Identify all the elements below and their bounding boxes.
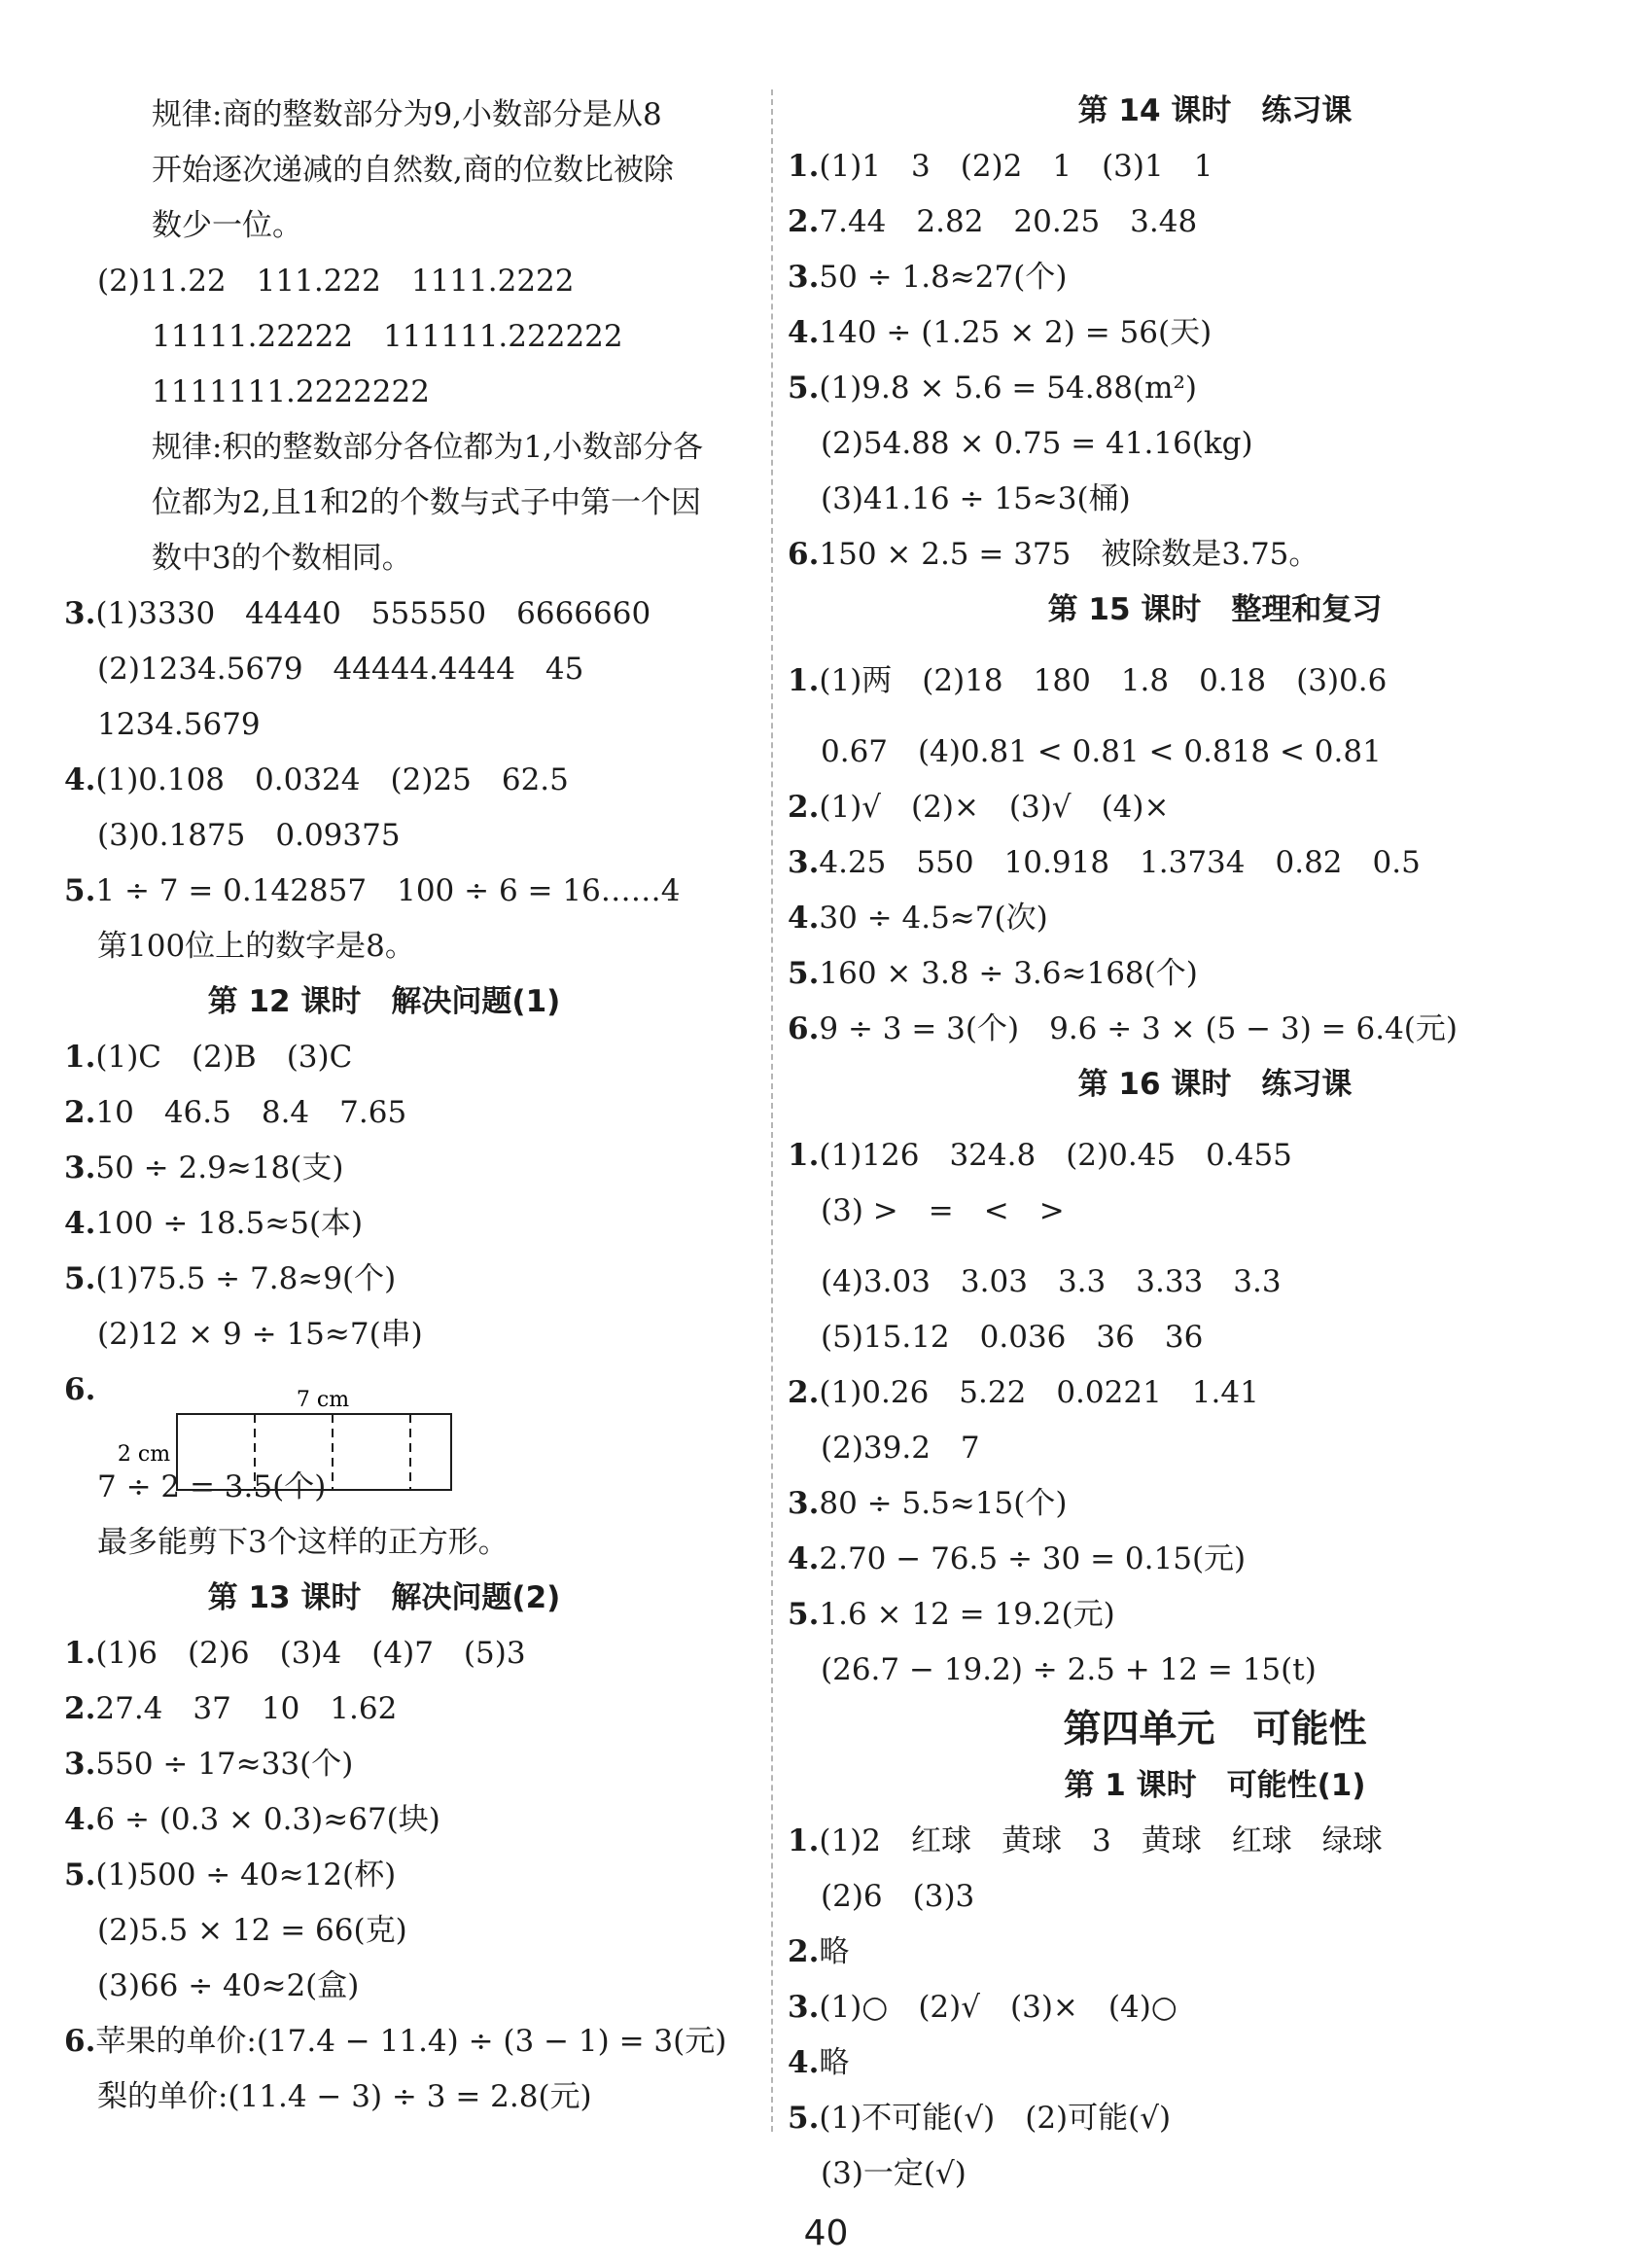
answer-text: 10 46.5 8.4 7.65 <box>95 1095 407 1130</box>
answer-line <box>64 2014 726 2069</box>
answer-line <box>64 1737 353 1791</box>
answer-text: (3)41.16 ÷ 15≈3(桶) <box>821 481 1131 516</box>
lesson-heading: 第 1 课时 可能性(1) <box>1064 1768 1366 1803</box>
item-number: 6. <box>64 2024 96 2059</box>
answer-line <box>97 697 261 752</box>
answer-text: 数中3的个数相同。 <box>152 541 412 576</box>
item-number: 6. <box>788 1011 820 1046</box>
answer-text: 9 ÷ 3 = 3(个) 9.6 ÷ 3 × (5 − 3) = 6.4(元) <box>819 1011 1458 1046</box>
answer-line <box>97 254 575 308</box>
item-number: 3. <box>64 1747 96 1782</box>
answer-line <box>821 1310 1203 1364</box>
answer-line <box>64 1030 352 1084</box>
answer-text: (3)66 ÷ 40≈2(盒) <box>97 1968 360 2003</box>
item-number: 3. <box>788 845 820 880</box>
item-number: 4. <box>788 901 820 936</box>
answer-text: 160 × 3.8 ÷ 3.6≈168(个) <box>819 956 1198 991</box>
item-number: 4. <box>788 1541 820 1576</box>
item-number: 1. <box>788 1138 820 1173</box>
answer-line <box>821 1869 974 1924</box>
answer-line <box>788 1587 1115 1642</box>
answer-text: 0.67 (4)0.81 < 0.81 < 0.818 < 0.81 <box>821 734 1382 769</box>
answer-text: (1)2 红球 黄球 3 黄球 红球 绿球 <box>819 1823 1383 1858</box>
answer-line <box>788 195 1197 249</box>
answer-text: 略 <box>819 2045 850 2080</box>
answer-text: 位都为2,且1和2的个数与式子中第一个因 <box>152 485 702 520</box>
answer-text: (5)15.12 0.036 36 36 <box>821 1320 1204 1355</box>
item-number: 2. <box>64 1095 96 1130</box>
item-number: 5. <box>788 371 820 406</box>
answer-text: (3)一定(√) <box>821 2156 967 2191</box>
answer-text: (2)6 (3)3 <box>821 1879 975 1914</box>
answer-line <box>788 1980 1177 2034</box>
answer-line <box>821 416 1253 471</box>
answer-line <box>97 2069 592 2124</box>
item-number: 4. <box>788 315 820 350</box>
item-number: 3. <box>788 1990 820 2025</box>
answer-text: 数少一位。 <box>152 208 302 243</box>
item-number: 1. <box>64 1040 96 1075</box>
height-label: 2 cm <box>117 1442 171 1467</box>
answer-line <box>64 1196 363 1251</box>
answer-line <box>788 946 1198 1001</box>
answer-text: 2.70 − 76.5 ÷ 30 = 0.15(元) <box>819 1541 1247 1576</box>
lesson-heading: 第 14 课时 练习课 <box>1077 93 1353 128</box>
answer-line <box>152 309 623 364</box>
item-number: 1. <box>788 149 820 184</box>
answer-line <box>64 1848 396 1902</box>
answer-line <box>97 1515 509 1570</box>
answer-text: 1111111.2222222 <box>152 374 430 409</box>
answer-text: 1.6 × 12 = 19.2(元) <box>819 1597 1115 1632</box>
answer-text: 苹果的单价:(17.4 − 11.4) ÷ (3 − 1) = 3(元) <box>95 2024 727 2059</box>
answer-line <box>97 642 583 696</box>
answer-text: 50 ÷ 2.9≈18(支) <box>95 1150 344 1185</box>
item-number: 5. <box>788 1597 820 1632</box>
item-number: 5. <box>64 873 96 908</box>
answer-text: 梨的单价:(11.4 − 3) ÷ 3 = 2.8(元) <box>97 2079 592 2114</box>
answer-text: 7.44 2.82 20.25 3.48 <box>819 204 1198 239</box>
item-number: 5. <box>64 1857 96 1893</box>
width-label: 7 cm <box>296 1388 350 1412</box>
answer-line <box>788 2035 849 2090</box>
answer-line <box>788 1532 1246 1586</box>
item-number: 5. <box>788 2101 820 2136</box>
answer-text: (26.7 − 19.2) ÷ 2.5 + 12 = 15(t) <box>821 1652 1317 1687</box>
answer-text: (3)0.1875 0.09375 <box>97 818 401 853</box>
item-number: 5. <box>788 956 820 991</box>
answer-text: 1234.5679 <box>97 707 261 742</box>
answer-text: (1)√ (2)× (3)√ (4)× <box>819 790 1170 825</box>
answer-line <box>788 780 1169 834</box>
item-number: 3. <box>64 1150 96 1185</box>
item-number: 4. <box>64 762 96 797</box>
answer-line <box>97 1307 423 1362</box>
answer-line <box>152 365 430 419</box>
answer-line <box>788 1925 849 1979</box>
answer-text: 100 ÷ 18.5≈5(本) <box>95 1206 364 1241</box>
answer-text: (3) > = < > <box>821 1193 1065 1228</box>
answer-line <box>821 1255 1282 1309</box>
answer-line <box>64 1362 95 1417</box>
item-number: 5. <box>64 1261 96 1296</box>
answer-text: (2)54.88 × 0.75 = 41.16(kg) <box>821 426 1253 461</box>
answer-text: (1)500 ÷ 40≈12(杯) <box>95 1857 397 1893</box>
answer-line <box>788 2091 1171 2145</box>
item-number: 4. <box>64 1206 96 1241</box>
item-number: 4. <box>788 2045 820 2080</box>
answer-line <box>64 1626 526 1680</box>
item-number: 1. <box>788 1823 820 1858</box>
answer-text: 6 ÷ (0.3 × 0.3)≈67(块) <box>95 1802 440 1837</box>
answer-text: 140 ÷ (1.25 × 2) = 56(天) <box>819 315 1213 350</box>
lesson-heading: 第 16 课时 练习课 <box>1077 1067 1353 1102</box>
answer-line <box>97 1903 407 1958</box>
answer-text: 略 <box>819 1934 850 1969</box>
answer-line <box>152 143 674 197</box>
answer-text: 27.4 37 10 1.62 <box>95 1691 398 1726</box>
answer-text: 第100位上的数字是8。 <box>97 929 415 964</box>
answer-text: (1)1 3 (2)2 1 (3)1 1 <box>819 149 1213 184</box>
answer-text: 150 × 2.5 = 375 被除数是3.75。 <box>819 537 1319 572</box>
answer-text: (1)126 324.8 (2)0.45 0.455 <box>819 1138 1292 1173</box>
answer-line <box>152 88 662 142</box>
answer-text: (1)C (2)B (3)C <box>95 1040 353 1075</box>
answer-line <box>152 476 701 530</box>
answer-text: (1)0.26 5.22 0.0221 1.41 <box>819 1375 1259 1410</box>
answer-text: 550 ÷ 17≈33(个) <box>95 1747 354 1782</box>
answer-line <box>788 1476 1067 1531</box>
answer-line <box>64 1681 397 1736</box>
answer-line <box>821 2146 967 2201</box>
item-number: 2. <box>788 1934 820 1969</box>
answer-line <box>821 1643 1317 1697</box>
answer-line <box>64 1792 440 1847</box>
answer-text: (2)1234.5679 44444.4444 45 <box>97 652 584 687</box>
answer-line <box>788 305 1212 360</box>
item-number: 6. <box>64 1372 96 1407</box>
answer-text: (2)11.22 111.222 1111.2222 <box>97 264 575 299</box>
answer-text: (1)9.8 × 5.6 = 54.88(m²) <box>819 371 1198 406</box>
answer-line <box>821 1421 980 1475</box>
item-number: 4. <box>64 1802 96 1837</box>
answer-line <box>64 586 650 641</box>
item-number: 2. <box>788 1375 820 1410</box>
answer-line <box>821 472 1131 526</box>
answer-text: 30 ÷ 4.5≈7(次) <box>819 901 1048 936</box>
answer-line <box>788 139 1213 194</box>
answer-line <box>64 1141 343 1195</box>
answer-line <box>788 1814 1383 1868</box>
answer-text: 1 ÷ 7 = 0.142857 100 ÷ 6 = 16……4 <box>95 873 681 908</box>
item-number: 1. <box>788 663 820 698</box>
answer-line <box>788 654 1387 708</box>
answer-text: (2)39.2 7 <box>821 1431 980 1466</box>
answer-text: (1)两 (2)18 180 1.8 0.18 (3)0.6 <box>819 663 1388 698</box>
answer-line <box>97 919 415 973</box>
lesson-heading: 第 15 课时 整理和复习 <box>1047 592 1383 627</box>
answer-text: 7 ÷ 2 = 3.5(个) <box>97 1469 327 1504</box>
answer-line <box>152 420 703 475</box>
answer-text: (1)不可能(√) (2)可能(√) <box>819 2101 1172 2136</box>
answer-line <box>152 198 302 253</box>
answer-line <box>97 808 401 863</box>
answer-text: 4.25 550 10.918 1.3734 0.82 0.5 <box>819 845 1421 880</box>
unit-heading: 第四单元 可能性 <box>1063 1708 1367 1751</box>
item-number: 2. <box>788 204 820 239</box>
answer-line <box>788 835 1421 890</box>
rectangle-diagram <box>107 1381 467 1498</box>
item-number: 1. <box>64 1636 96 1671</box>
answer-text: (1)6 (2)6 (3)4 (4)7 (5)3 <box>95 1636 526 1671</box>
lesson-heading: 第 13 课时 解决问题(2) <box>207 1580 561 1615</box>
answer-line <box>64 864 681 918</box>
answer-text: 50 ÷ 1.8≈27(个) <box>819 260 1068 295</box>
item-number: 3. <box>64 596 96 631</box>
answer-line <box>97 1959 359 2013</box>
answer-text: (1)75.5 ÷ 7.8≈9(个) <box>95 1261 397 1296</box>
answer-text: 规律:积的整数部分各位都为1,小数部分各 <box>152 430 704 465</box>
answer-line <box>821 725 1382 779</box>
answer-line <box>64 1252 396 1306</box>
answer-line <box>788 527 1318 582</box>
answer-line <box>64 753 569 807</box>
answer-text: (4)3.03 3.03 3.3 3.33 3.3 <box>821 1264 1282 1299</box>
answer-line <box>64 1085 406 1140</box>
answer-text: (1)0.108 0.0324 (2)25 62.5 <box>95 762 569 797</box>
answer-line <box>788 1365 1259 1420</box>
answer-line <box>788 361 1197 415</box>
answer-line <box>788 891 1048 945</box>
answer-text: 开始逐次递减的自然数,商的位数比被除 <box>152 153 674 188</box>
answer-line <box>788 1002 1458 1056</box>
answer-text: (1)○ (2)√ (3)× (4)○ <box>819 1990 1177 2025</box>
column-divider <box>771 89 773 2132</box>
page-number: 40 <box>803 2213 849 2253</box>
answer-line <box>152 531 412 585</box>
lesson-heading: 第 12 课时 解决问题(1) <box>207 984 561 1019</box>
answer-text: 最多能剪下3个这样的正方形。 <box>97 1525 509 1560</box>
item-number: 2. <box>64 1691 96 1726</box>
answer-text: 80 ÷ 5.5≈15(个) <box>819 1486 1068 1521</box>
answer-text: 规律:商的整数部分为9,小数部分是从8 <box>152 97 662 132</box>
answer-line <box>821 1184 1065 1238</box>
answer-text: (1)3330 44440 555550 6666660 <box>95 596 651 631</box>
item-number: 2. <box>788 790 820 825</box>
answer-text: 11111.22222 111111.222222 <box>152 319 623 354</box>
answer-text: (2)12 × 9 ÷ 15≈7(串) <box>97 1317 423 1352</box>
answer-line <box>788 250 1067 304</box>
answer-line <box>788 1128 1292 1183</box>
item-number: 3. <box>788 1486 820 1521</box>
answer-text: (2)5.5 × 12 = 66(克) <box>97 1913 407 1948</box>
item-number: 6. <box>788 537 820 572</box>
item-number: 3. <box>788 260 820 295</box>
